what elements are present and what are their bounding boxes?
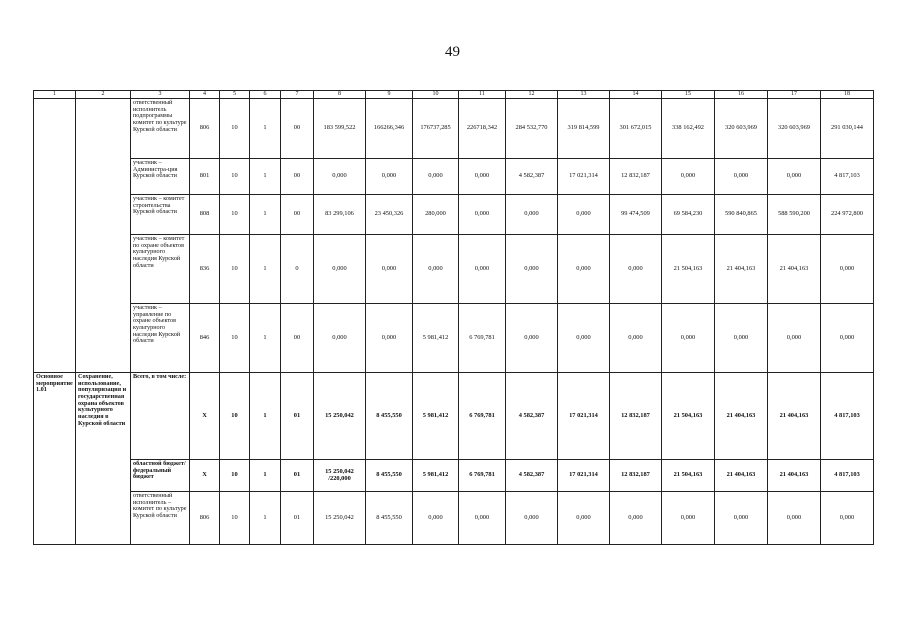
- value-cell: 8 455,550: [366, 492, 413, 545]
- table-row: [34, 460, 874, 492]
- value-cell: 4 582,387: [506, 159, 558, 195]
- value-cell: 0,000: [506, 235, 558, 304]
- value-cell: 338 162,492: [662, 99, 715, 159]
- column-number: 10: [413, 91, 459, 99]
- value-cell: 10: [220, 304, 250, 373]
- value-cell: 17 021,314: [558, 373, 610, 460]
- value-cell: 8 455,550: [366, 460, 413, 492]
- value-cell: 806: [190, 99, 220, 159]
- value-cell: 4 582,387: [506, 460, 558, 492]
- value-cell: 10: [220, 99, 250, 159]
- value-cell: 0,000: [768, 492, 821, 545]
- value-cell: 21 404,163: [768, 373, 821, 460]
- participant-cell: областной бюджет/ федеральный бюджет: [131, 460, 190, 492]
- value-cell: 806: [190, 492, 220, 545]
- value-cell: 5 981,412: [413, 373, 459, 460]
- value-cell: 0,000: [715, 304, 768, 373]
- value-cell: 0,000: [610, 492, 662, 545]
- value-cell: 01: [281, 492, 314, 545]
- column-number: 16: [715, 91, 768, 99]
- value-cell: 21 404,163: [768, 235, 821, 304]
- value-cell: 1: [250, 304, 281, 373]
- value-cell: 0,000: [558, 195, 610, 235]
- value-cell: 0,000: [459, 195, 506, 235]
- value-cell: 1: [250, 159, 281, 195]
- value-cell: 0,000: [413, 235, 459, 304]
- value-cell: Х: [190, 460, 220, 492]
- value-cell: 0,000: [506, 492, 558, 545]
- value-cell: 5 981,412: [413, 304, 459, 373]
- value-cell: 00: [281, 195, 314, 235]
- column-number: 12: [506, 91, 558, 99]
- value-cell: 0,000: [768, 304, 821, 373]
- column-number: 5: [220, 91, 250, 99]
- value-cell: 0,000: [821, 235, 874, 304]
- value-cell: 10: [220, 235, 250, 304]
- value-cell: 0,000: [413, 492, 459, 545]
- value-cell: 4 817,103: [821, 373, 874, 460]
- value-cell: 0,000: [413, 159, 459, 195]
- value-cell: 0,000: [506, 304, 558, 373]
- participant-cell: участник – комитет по охране объектов культурного наследия Курской области: [131, 235, 190, 304]
- value-cell: 5 981,412: [413, 460, 459, 492]
- value-cell: Х: [190, 373, 220, 460]
- value-cell: 1: [250, 99, 281, 159]
- column-number: 11: [459, 91, 506, 99]
- value-cell: 00: [281, 304, 314, 373]
- row-name-cell: [76, 99, 131, 373]
- value-cell: 8 455,550: [366, 373, 413, 460]
- value-cell: 0,000: [821, 304, 874, 373]
- column-number-row: [34, 91, 874, 99]
- column-number: 15: [662, 91, 715, 99]
- value-cell: 176737,285: [413, 99, 459, 159]
- value-cell: 319 814,599: [558, 99, 610, 159]
- value-cell: 4 817,103: [821, 159, 874, 195]
- value-cell: 0,000: [715, 159, 768, 195]
- value-cell: 301 672,015: [610, 99, 662, 159]
- value-cell: 846: [190, 304, 220, 373]
- value-cell: 224 972,800: [821, 195, 874, 235]
- value-cell: 12 832,187: [610, 159, 662, 195]
- budget-table: [33, 90, 874, 545]
- value-cell: 0,000: [662, 304, 715, 373]
- value-cell: 01: [281, 373, 314, 460]
- value-cell: 836: [190, 235, 220, 304]
- value-cell: 99 474,509: [610, 195, 662, 235]
- value-cell: 6 769,781: [459, 373, 506, 460]
- value-cell: 0,000: [558, 492, 610, 545]
- column-number: 13: [558, 91, 610, 99]
- value-cell: 0,000: [662, 159, 715, 195]
- value-cell: 17 021,314: [558, 460, 610, 492]
- value-cell: 1: [250, 460, 281, 492]
- value-cell: 10: [220, 159, 250, 195]
- page-number: 49: [445, 44, 460, 60]
- value-cell: 0,000: [715, 492, 768, 545]
- table-row: [34, 195, 874, 235]
- participant-cell: участник – управление по охране объектов культурного наследия Курской области: [131, 304, 190, 373]
- column-number: 3: [131, 91, 190, 99]
- value-cell: 291 030,144: [821, 99, 874, 159]
- value-cell: 12 832,187: [610, 373, 662, 460]
- value-cell: 10: [220, 492, 250, 545]
- table-row: [34, 304, 874, 373]
- value-cell: 15 250,042 /220,000: [314, 460, 366, 492]
- value-cell: 21 504,163: [662, 373, 715, 460]
- value-cell: 21 404,163: [715, 235, 768, 304]
- value-cell: 1: [250, 235, 281, 304]
- value-cell: 12 832,187: [610, 460, 662, 492]
- value-cell: 4 817,103: [821, 460, 874, 492]
- value-cell: 166266,346: [366, 99, 413, 159]
- column-number: 18: [821, 91, 874, 99]
- table-row: [34, 159, 874, 195]
- value-cell: 0,000: [314, 304, 366, 373]
- column-number: 6: [250, 91, 281, 99]
- value-cell: 0,000: [459, 159, 506, 195]
- value-cell: 320 603,969: [715, 99, 768, 159]
- value-cell: 69 584,230: [662, 195, 715, 235]
- value-cell: 0,000: [558, 235, 610, 304]
- value-cell: 4 582,387: [506, 373, 558, 460]
- value-cell: 6 769,781: [459, 460, 506, 492]
- value-cell: 590 840,865: [715, 195, 768, 235]
- value-cell: 10: [220, 460, 250, 492]
- value-cell: 0,000: [459, 492, 506, 545]
- value-cell: 0,000: [366, 235, 413, 304]
- value-cell: 21 404,163: [768, 460, 821, 492]
- value-cell: 10: [220, 373, 250, 460]
- value-cell: 15 250,042: [314, 373, 366, 460]
- value-cell: 1: [250, 373, 281, 460]
- value-cell: 0,000: [314, 235, 366, 304]
- value-cell: 01: [281, 460, 314, 492]
- column-number: 9: [366, 91, 413, 99]
- value-cell: 183 599,522: [314, 99, 366, 159]
- table-row: [34, 373, 874, 460]
- column-number: 14: [610, 91, 662, 99]
- value-cell: 21 504,163: [662, 460, 715, 492]
- value-cell: 226718,342: [459, 99, 506, 159]
- value-cell: 0,000: [821, 492, 874, 545]
- value-cell: 280,000: [413, 195, 459, 235]
- event-label: Основное мероприятие 1.01: [34, 373, 76, 545]
- value-cell: 1: [250, 195, 281, 235]
- row-label-cell: [34, 99, 76, 373]
- value-cell: 0,000: [314, 159, 366, 195]
- table-row: [34, 235, 874, 304]
- participant-cell: Всего, в том числе:: [131, 373, 190, 460]
- value-cell: 00: [281, 99, 314, 159]
- participant-cell: участник – Администра-ция Курской области: [131, 159, 190, 195]
- value-cell: 15 250,042: [314, 492, 366, 545]
- value-cell: 588 590,200: [768, 195, 821, 235]
- participant-cell: ответственный исполнитель подпрограммы комитет по культуре Курской области: [131, 99, 190, 159]
- value-cell: 808: [190, 195, 220, 235]
- value-cell: 320 603,969: [768, 99, 821, 159]
- column-number: 17: [768, 91, 821, 99]
- participant-cell: участник – комитет строительства Курской области: [131, 195, 190, 235]
- value-cell: 0,000: [768, 159, 821, 195]
- column-number: 8: [314, 91, 366, 99]
- value-cell: 6 769,781: [459, 304, 506, 373]
- value-cell: 21 404,163: [715, 460, 768, 492]
- participant-cell: ответственный исполнитель – комитет по культуре Курской области: [131, 492, 190, 545]
- value-cell: 0,000: [610, 235, 662, 304]
- value-cell: 0: [281, 235, 314, 304]
- column-number: 2: [76, 91, 131, 99]
- event-name: Сохранение, использование, популяризация и государственная охрана объектов культурного наследия в Курской области: [76, 373, 131, 545]
- value-cell: 0,000: [610, 304, 662, 373]
- value-cell: 23 450,326: [366, 195, 413, 235]
- value-cell: 21 404,163: [715, 373, 768, 460]
- value-cell: 10: [220, 195, 250, 235]
- column-number: 7: [281, 91, 314, 99]
- value-cell: 0,000: [662, 492, 715, 545]
- value-cell: 801: [190, 159, 220, 195]
- value-cell: 21 504,163: [662, 235, 715, 304]
- value-cell: 1: [250, 492, 281, 545]
- table-row: [34, 99, 874, 159]
- value-cell: 0,000: [558, 304, 610, 373]
- value-cell: 0,000: [459, 235, 506, 304]
- column-number: 1: [34, 91, 76, 99]
- value-cell: 83 299,106: [314, 195, 366, 235]
- column-number: 4: [190, 91, 220, 99]
- value-cell: 0,000: [366, 304, 413, 373]
- value-cell: 00: [281, 159, 314, 195]
- table-row: [34, 492, 874, 545]
- value-cell: 284 532,770: [506, 99, 558, 159]
- value-cell: 17 021,314: [558, 159, 610, 195]
- value-cell: 0,000: [506, 195, 558, 235]
- value-cell: 0,000: [366, 159, 413, 195]
